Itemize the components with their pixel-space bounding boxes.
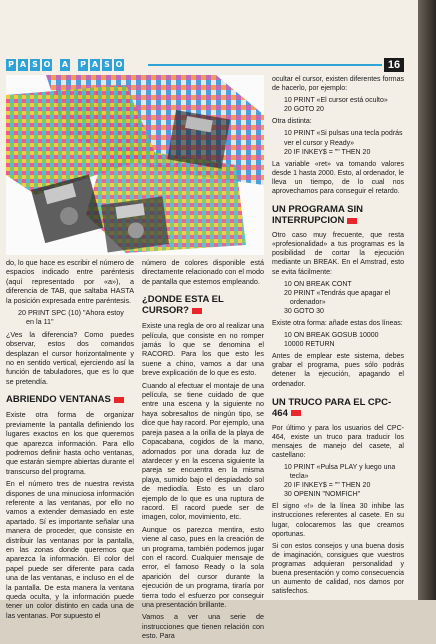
disk-2	[101, 196, 169, 252]
paragraph: Cuando al efectuar el montaje de una película, se tiene cuidado de que entre una escena y la siguiente no haya sobresaltos de ningún tipo, se dice que hay racord. Por ejemplo, una pareja pasea a la orilla de la playa de Copacabana, cogidos de la mano, adornados por una dorada luz de atardecer y en la escena siguiente la pareja se encuentra en la misma playa, sumido bajo el despiadado sol de mediodía. Esto es un claro ejemplo de lo que es una ruptura de racord. El racord puede ser de imagen, color, movimiento, etc.	[142, 380, 264, 522]
paragraph: La variable «ret» va tomando valores desde 1 hasta 2000. Esto, al ordenador, le lleva un tiempo, de lo cual nos aprovechamos para conseguir el retardo.	[272, 160, 404, 196]
paragraph: Existe una regla de oro al realizar una película, que consiste en no romper jamás lo que se denomina el RACORD. Para los que esto les suene a chino, vamos a dar una breve explicación de lo que es esto.	[142, 321, 264, 378]
code-listing	[18, 308, 134, 327]
disk-3	[167, 110, 230, 169]
code-line: 10 PRINT «El cursor está oculto»	[284, 97, 388, 105]
header-letter: P	[6, 59, 16, 71]
section-title	[6, 59, 124, 71]
code-line: 20 GOTO 20	[284, 106, 324, 114]
binding-edge	[418, 0, 436, 600]
code-line: 10 ON BREAK GOSUB 10000	[284, 332, 379, 340]
paragraph: Aunque os parezca mentira, esto viene al caso, pues en la creación de un programa, también podemos jugar con el racord. Cualquier mensaje de error, el famoso Ready o la sola aparición del cursor durante la ejecución de un programa, tiraría por tierra todo el esfuerzo por conseguir una presentación brillante.	[142, 524, 264, 609]
header-letter	[72, 59, 76, 71]
section-heading: ¿DONDE ESTA EL CURSOR?	[142, 294, 224, 317]
code-line: 10000 RETURN	[284, 341, 335, 349]
code-line: 20 PRINT «Tendrás que apagar el	[284, 289, 391, 297]
paragraph: Vamos a ver una serie de instrucciones que tienen relación con esto. Para	[142, 612, 264, 641]
code-line: en la 11"	[18, 317, 54, 327]
code-line: 10 ON BREAK CONT	[284, 280, 352, 288]
pixel-art-image	[6, 75, 264, 255]
paragraph: ocultar el cursor, existen diferentes formas de hacerlo, por ejemplo:	[272, 76, 404, 93]
paragraph: Otro caso muy frecuente, que resta «profesionalidad» a tus programas es la posibilidad de cortar la ejecución mediante un BREAK. En el Amstrad, esto se evita fácilmente:	[272, 232, 404, 276]
code-listing	[284, 280, 404, 316]
code-line: 30 GOTO 30	[284, 307, 324, 315]
code-line: 10 PRINT «Si pulsas una tecla podrás ver el cursor y Ready»	[284, 130, 405, 147]
paragraph: El signo «!» de la línea 30 inhibe las instrucciones referentes al casete. En su lugar, colocaremos las que creamos oportunas.	[272, 503, 404, 538]
page-header	[6, 59, 404, 71]
paragraph: Antes de emplear este sistema, debes grabar el programa, pues sólo podrás detener la ejecución, apagando el ordenador.	[272, 353, 404, 388]
paragraph: do, lo que hace es escribir el número de espacios indicado entre paréntesis (aquí representado por «a»), a diferencia de TAB, que saltaba HASTA la posición expresada entre paréntesis.	[6, 258, 134, 305]
paragraph: ¿Ves la diferencia? Como puedes observar, estos dos comandos desplazan el cursor horizontalmente y no en sentido vertical, ejerciendo así la función de tabuladores, que es lo que se pretendía.	[6, 329, 134, 386]
column-2	[142, 258, 264, 644]
paragraph: Por último y para los usuarios del CPC-464, existe un truco para traducir los mensajes de manejo del casete, al castellano:	[272, 424, 404, 459]
section-heading: UN TRUCO PARA EL CPC-464	[272, 396, 392, 419]
header-letter: S	[102, 59, 112, 71]
header-letter: O	[43, 60, 51, 69]
header-letter: P	[78, 59, 88, 71]
floppy-disks-illustration	[6, 75, 264, 255]
code-listing	[284, 331, 404, 349]
header-letter	[54, 59, 58, 71]
code-listing	[284, 129, 404, 156]
header-letter: A	[61, 60, 69, 69]
paragraph: número de colores disponible está directamente relacionado con el modo de pantalla que estemos empleando.	[142, 258, 264, 286]
code-line: ordenador»	[284, 298, 326, 306]
header-letter: A	[91, 60, 99, 69]
column-3	[272, 75, 404, 599]
header-letter: O	[115, 60, 123, 69]
code-line: 20 IF INKEY$ = "" THEN 20	[284, 148, 371, 156]
code-line: 30 OPENIN "NOMFICH"	[284, 491, 361, 499]
section-heading: ABRIENDO VENTANAS	[6, 394, 134, 405]
header-rule	[148, 64, 382, 66]
header-letter: A	[19, 60, 27, 69]
paragraph: Si con estos consejos y una buena dosis de imaginación, consigues que vuestros programas adquieran personalidad y buena presentación y como consecuencia un aumento de calidad, nos damos por satisfechos.	[272, 542, 404, 596]
code-listing	[284, 96, 404, 114]
paragraph: Existe otra forma: añade estas dos líneas:	[272, 319, 403, 327]
column-1	[6, 258, 134, 623]
page-number: 16	[384, 58, 404, 72]
header-letter: S	[30, 59, 40, 71]
section-heading: UN PROGRAMA SIN INTERRUPCION	[272, 204, 363, 227]
code-line: 20 PRINT SPC (10) "Ahora estoy	[18, 308, 124, 318]
paragraph: Existe otra forma de organizar previamente la pantalla definiendo los lugares exactos en los que queremos que aparezca información. Para ello podremos definir hasta ocho ventanas, que estarán siempre abiertas durante el transcurso del programa.	[6, 410, 134, 476]
code-listing	[284, 463, 404, 499]
code-line: 20 IF INKEY$ = "" THEN 20	[284, 482, 371, 490]
paragraph: En el número tres de nuestra revista dispones de una minuciosa información referente a las ventanas, por ello no vamos a extender demasiado en este apartado. Sí es importante señalar una manera de proceder, que consiste en distribuir las ventanas por la pantalla, en las zonas donde queremos que aparezca la información. El color del papel puede ser diferente para cada una de las ventanas, e incluso en el de la pantalla. De esta manera la ventana queda oculta, y la información puede tener un color distinto en cada una de las ventanas. Por supuesto el	[6, 479, 134, 620]
code-line: tecla»	[284, 473, 309, 481]
code-line: 10 PRINT «Pulsa PLAY y luego una	[284, 464, 396, 471]
paragraph: Otra distinta:	[272, 118, 312, 126]
